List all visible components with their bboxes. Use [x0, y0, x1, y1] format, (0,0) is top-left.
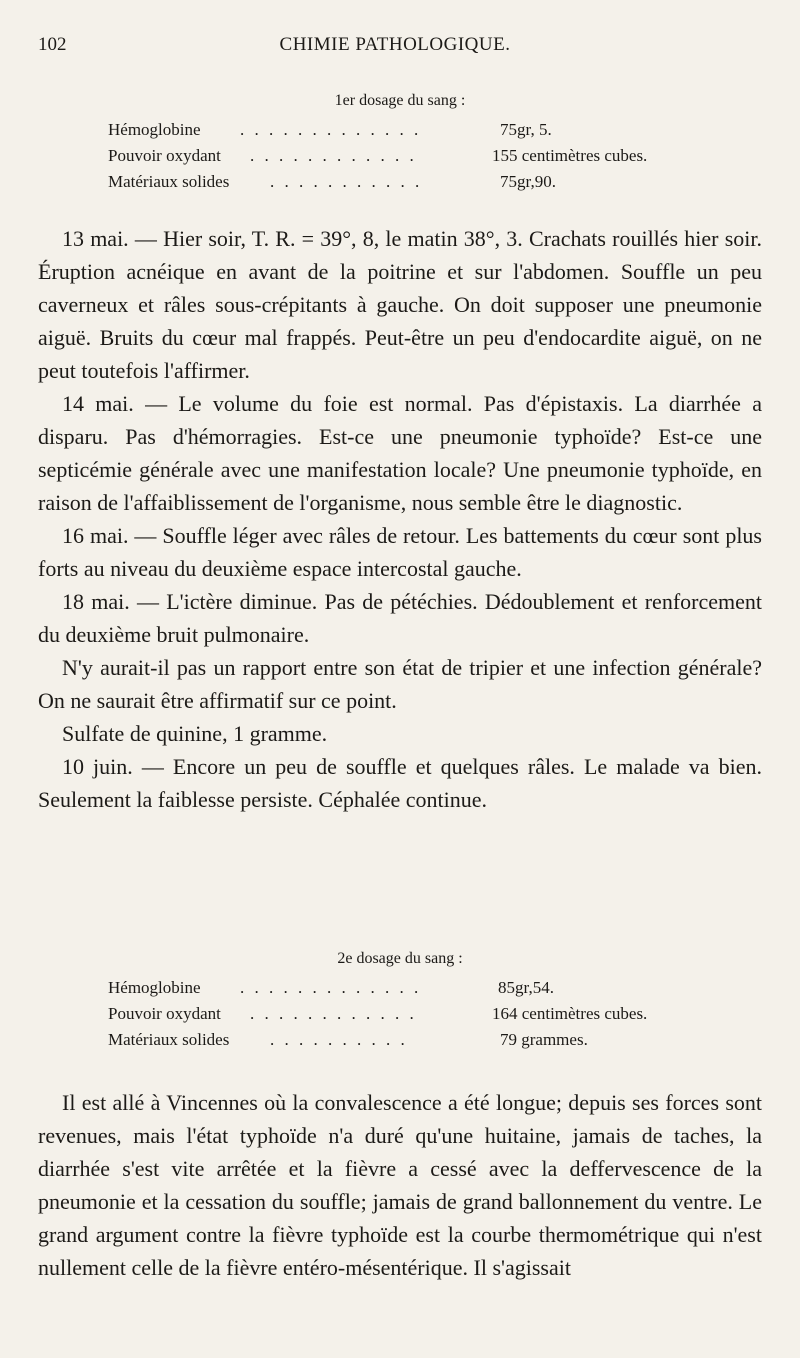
dosage-2-row: [108, 978, 708, 1004]
dosage-row-value: 85gr,54.: [498, 978, 554, 997]
leader-dots: . . . . . . . . . . . .: [250, 1004, 417, 1023]
dosage-2-row: [108, 1004, 708, 1030]
dosage-2-title: 2e dosage du sang :: [337, 950, 463, 967]
paragraph: 18 mai. — L'ictère diminue. Pas de pétéchies. Dédoublement et renforcement du deuxième bruit pulmonaire.: [38, 589, 762, 647]
dosage-row-value: 75gr, 5.: [500, 120, 552, 139]
running-title: CHIMIE PATHOLOGIQUE.: [279, 34, 511, 55]
dosage-1-row: [108, 146, 708, 172]
paragraph: 13 mai. — Hier soir, T. R. = 39°, 8, le matin 38°, 3. Crachats rouillés hier soir. Éruption acnéique en avant de la poitrine et sur l'abdomen. Souffle un peu caverneux et râles sous-crépitants à gauche. On doit supposer une pneumonie aiguë. Bruits du cœur mal frappés. Peut-être un peu d'endocardite aiguë, on ne peut toutefois l'affirmer.: [38, 226, 762, 383]
paragraph: 16 mai. — Souffle léger avec râles de retour. Les battements du cœur sont plus forts au niveau du deuxième espace intercostal gauche.: [38, 523, 762, 581]
dosage-row-value: 164 centimètres cubes.: [492, 1004, 648, 1023]
body-text-2: [38, 1086, 762, 1284]
dosage-1-title: 1er dosage du sang :: [334, 92, 466, 109]
paragraph: 14 mai. — Le volume du foie est normal. Pas d'épistaxis. La diarrhée a disparu. Pas d'hémorragies. Est-ce une pneumonie typhoïde? Est-ce une septicémie générale avec une manifestation locale? Une pneumonie typhoïde, en raison de l'affaiblissement de l'organisme, nous semble être le diagnostic.: [38, 391, 762, 515]
dosage-row-label: Hémoglobine: [108, 120, 201, 139]
leader-dots: . . . . . . . . . . . . .: [240, 120, 422, 139]
dosage-row-value: 155 centimètres cubes.: [492, 146, 648, 165]
paragraph: 10 juin. — Encore un peu de souffle et quelques râles. Le malade va bien. Seulement la faiblesse persiste. Céphalée continue.: [38, 754, 762, 812]
dosage-row-value: 79 grammes.: [500, 1030, 588, 1049]
leader-dots: . . . . . . . . . . . .: [250, 146, 417, 165]
paragraph: N'y aurait-il pas un rapport entre son état de tripier et une infection générale? On ne saurait être affirmatif sur ce point.: [38, 655, 762, 713]
dosage-1-row: [108, 120, 708, 146]
dosage-row-label: Pouvoir oxydant: [108, 1004, 221, 1023]
page-number: 102: [38, 34, 67, 55]
leader-dots: . . . . . . . . . . . . .: [240, 978, 422, 997]
leader-dots: . . . . . . . . . .: [270, 1030, 408, 1049]
dosage-row-label: Matériaux solides: [108, 1030, 230, 1049]
dosage-row-label: Hémoglobine: [108, 978, 201, 997]
dosage-1-row: [108, 172, 708, 198]
paragraph: Sulfate de quinine, 1 gramme.: [62, 721, 328, 746]
body-text-1: [38, 222, 762, 816]
paragraph: Il est allé à Vincennes où la convalescence a été longue; depuis ses forces sont revenues, mais l'état typhoïde n'a duré qu'une huitaine, jamais de taches, la diarrhée s'est vite arrêtée et la fièvre a cessé avec la deffervescence de la pneumonie et la cessation du souffle; jamais de grand ballonnement du ventre. Le grand argument contre la fièvre typhoïde est la courbe thermométrique qui n'est nullement celle de la fièvre entéro-mésentérique. Il s'agissait: [38, 1090, 762, 1280]
page-header: [30, 34, 760, 64]
dosage-row-value: 75gr,90.: [500, 172, 556, 191]
dosage-2-row: [108, 1030, 708, 1056]
leader-dots: . . . . . . . . . . .: [270, 172, 423, 191]
dosage-row-label: Matériaux solides: [108, 172, 230, 191]
dosage-row-label: Pouvoir oxydant: [108, 146, 221, 165]
